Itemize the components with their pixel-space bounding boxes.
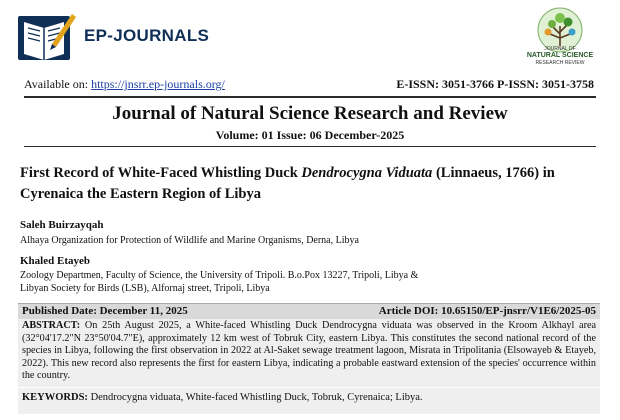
journal-header — [0, 0, 620, 100]
volume-issue: Volume: 01 Issue: 06 December-2025 — [215, 128, 405, 142]
logo-caption-line: NATURAL SCIENCE — [526, 52, 594, 59]
author-name: Saleh Buirzayqah — [20, 219, 104, 231]
availability-line — [24, 77, 225, 92]
abstract-label: ABSTRACT: — [22, 320, 81, 331]
available-label: Available on: — [24, 77, 89, 91]
header-divider — [24, 96, 596, 98]
journal-logo-caption — [524, 46, 596, 66]
keywords-block — [18, 388, 600, 414]
keywords-label: KEYWORDS: — [22, 392, 88, 403]
article-doi: Article DOI: 10.65150/EP-jnsrr/V1E6/2025-05 — [378, 305, 596, 317]
author-affiliation: Alhaya Organization for Protection of Wildlife and Marine Organisms, Derna, Libya — [20, 235, 359, 246]
paper-title-part: (Linnaeus, 1766) in Cyrenaica the Eastern Region of Libya — [20, 165, 555, 202]
species-name: Dendrocygna Viduata — [301, 165, 433, 181]
logo-caption-line: JOURNAL OF — [544, 46, 576, 52]
abstract-text: On 25th August 2025, a White-faced Whistling Duck Dendrocygna viduata was observed in the Kroom Alkhayl area (32°04'17.2"N 23°50'04.7"E), approximately 12 km west of Tobruk City, eastern Libya. This constitutes the second national record of the species in Libya, following the first observation in 2022 at Al-Saket sewage treatment lagoon, Misrata in Tripolitania (Elsowayeb & Etayeb, 2022). This new record also represents the first for eastern Libya, indicating a probable eastward extension of the species' occurrence within the country. — [22, 320, 597, 382]
paper-title — [20, 163, 605, 205]
logo-wordmark: EP-JOURNALS — [84, 26, 210, 45]
logo-caption-line: RESEARCH REVIEW — [535, 60, 585, 66]
paper-title-part: First Record of White-Faced Whistling Duck — [20, 165, 302, 181]
journal-website-link[interactable]: https://jnsrr.ep-journals.org/ — [91, 77, 225, 91]
published-date: Published Date: December 11, 2025 — [22, 305, 188, 317]
issn-numbers: E-ISSN: 3051-3766 P-ISSN: 3051-3758 — [396, 77, 594, 91]
keywords-text: Dendrocygna viduata, White-faced Whistling Duck, Tobruk, Cyrenaica; Libya. — [90, 392, 423, 403]
abstract-block — [18, 319, 600, 387]
article-meta-bar — [18, 303, 600, 320]
author-affiliation: Zoology Departmen, Faculty of Science, the University of Tripoli. B.o.Pox 13227, Tripoli, Libya & Libyan Society for Birds (LSB), Alfornaj street, Tripoli, Libya — [20, 270, 419, 294]
author-name: Khaled Etayeb — [20, 255, 90, 267]
title-divider — [24, 146, 596, 147]
journal-title: Journal of Natural Science Research and Review — [112, 103, 508, 124]
